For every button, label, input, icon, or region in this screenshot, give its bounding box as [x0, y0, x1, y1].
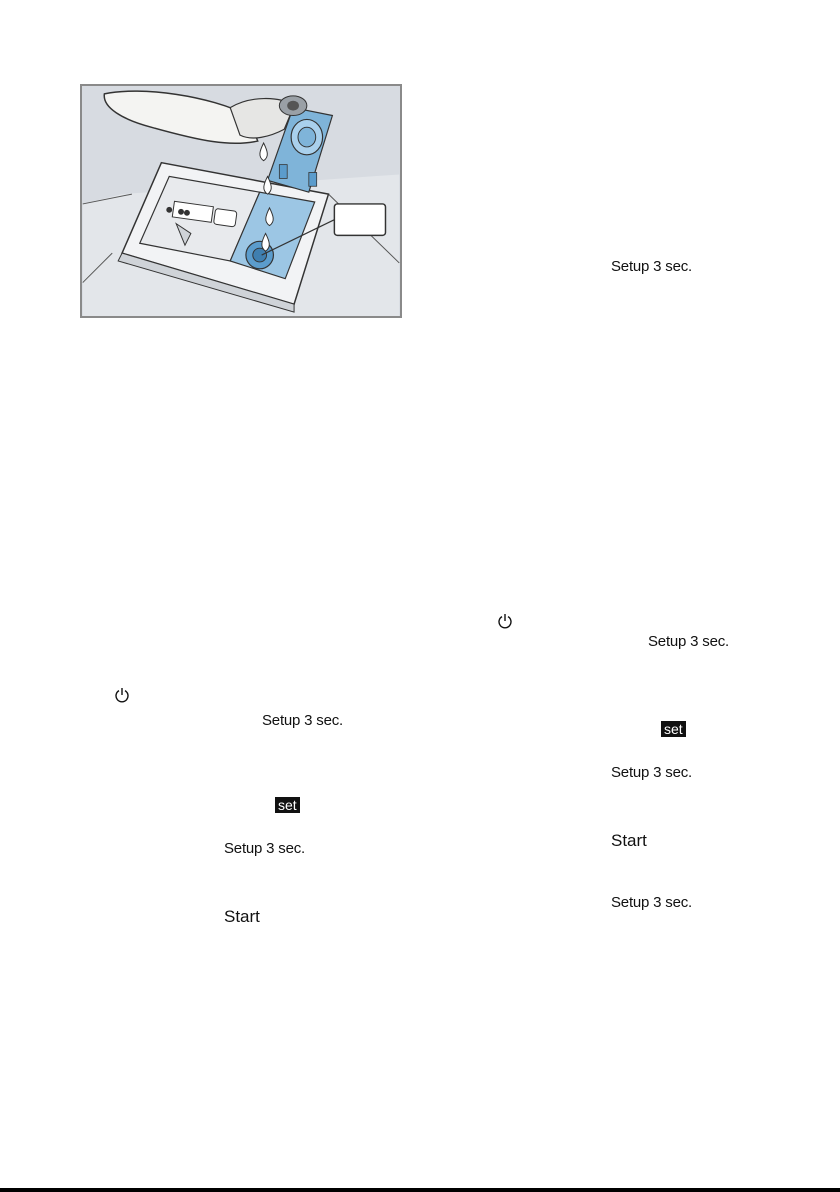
power-icon	[497, 613, 513, 629]
setup-3sec-label: Setup 3 sec.	[224, 840, 305, 857]
power-icon	[114, 687, 130, 703]
setup-3sec-label: Setup 3 sec.	[262, 712, 343, 729]
set-display-badge: set	[661, 721, 686, 737]
rinse-aid-illustration	[80, 84, 402, 318]
start-label: Start	[224, 907, 260, 926]
page-bottom-rule	[0, 1188, 840, 1192]
setup-3sec-label: Setup 3 sec.	[648, 633, 729, 650]
setup-3sec-label: Setup 3 sec.	[611, 764, 692, 781]
start-label: Start	[611, 831, 647, 850]
setup-3sec-label: Setup 3 sec.	[611, 258, 692, 275]
set-display-badge: set	[275, 797, 300, 813]
setup-3sec-label: Setup 3 sec.	[611, 894, 692, 911]
dispenser-drawing	[82, 86, 400, 316]
